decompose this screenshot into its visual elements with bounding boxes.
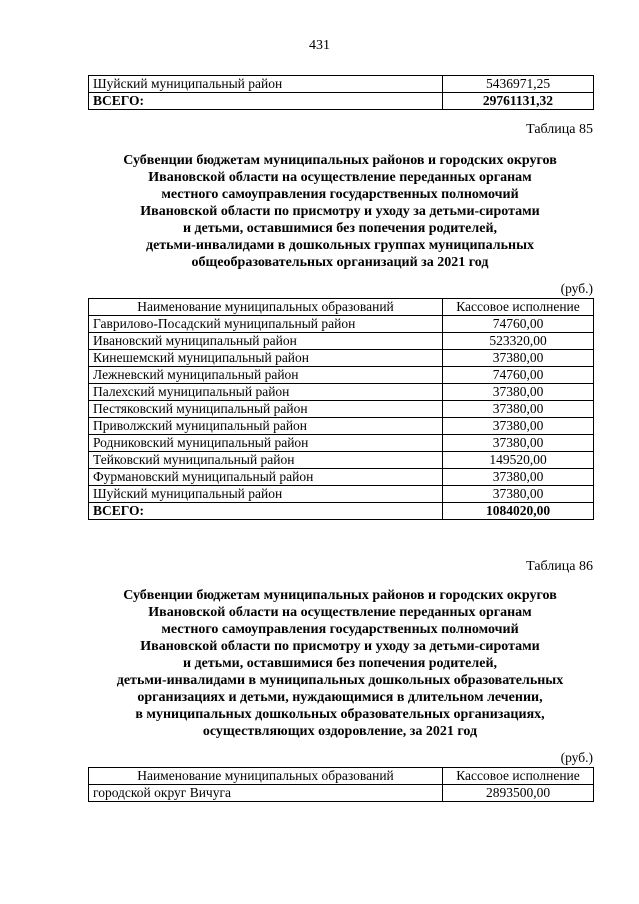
title-line: Субвенции бюджетам муниципальных районов и городских округов [123, 153, 557, 168]
table-row [89, 367, 594, 384]
continuation-table [88, 75, 594, 110]
page-number: 431 [309, 38, 330, 53]
row-name: Шуйский муниципальный район [89, 76, 443, 93]
title-line: детьми-инвалидами в дошкольных группах муниципальных [145, 238, 534, 253]
table-row [89, 469, 594, 486]
title-line: Ивановской области по присмотру и уходу за детьми-сиротами [140, 204, 540, 219]
title-line: Ивановской области по присмотру и уходу за детьми-сиротами [140, 639, 540, 654]
total-value: 1084020,00 [443, 503, 594, 520]
table-85-unit: (руб.) [560, 281, 593, 296]
title-line: Ивановской области на осуществление переданных органам [148, 170, 532, 185]
row-value: 2893500,00 [443, 785, 594, 802]
title-line: общеобразовательных организаций за 2021 год [191, 255, 489, 270]
title-line: осуществляющих оздоровление, за 2021 год [202, 724, 478, 739]
title-line: местного самоуправления государственных полномочий [161, 622, 519, 637]
row-value: 5436971,25 [443, 76, 594, 93]
title-line: детьми-инвалидами в муниципальных дошкольных образовательных [116, 673, 564, 688]
title-line: и детьми, оставшимися без попечения родителей, [182, 221, 498, 236]
row-name: Фурмановский муниципальный район [89, 469, 443, 486]
table-85-title [70, 152, 610, 271]
table-header-row [89, 768, 594, 785]
table-header-row [89, 299, 594, 316]
row-value: 37380,00 [443, 486, 594, 503]
table-86-unit: (руб.) [560, 750, 593, 765]
title-line: Субвенции бюджетам муниципальных районов и городских округов [123, 588, 557, 603]
row-name: Родниковский муниципальный район [89, 435, 443, 452]
row-value: 37380,00 [443, 418, 594, 435]
table-row [89, 76, 594, 93]
table-row [89, 316, 594, 333]
table-row [89, 435, 594, 452]
row-value: 149520,00 [443, 452, 594, 469]
table-row [89, 785, 594, 802]
row-value: 37380,00 [443, 435, 594, 452]
table-86 [88, 767, 594, 802]
row-value: 523320,00 [443, 333, 594, 350]
table-85-label: Таблица 85 [526, 122, 593, 137]
total-row [89, 503, 594, 520]
total-label: ВСЕГО: [89, 503, 443, 520]
row-value: 37380,00 [443, 384, 594, 401]
row-name: Ивановский муниципальный район [89, 333, 443, 350]
table-86-label: Таблица 86 [526, 559, 593, 574]
total-value: 29761131,32 [443, 93, 594, 110]
row-value: 37380,00 [443, 469, 594, 486]
row-name: Лежневский муниципальный район [89, 367, 443, 384]
table-85 [88, 298, 594, 520]
table-row [89, 384, 594, 401]
title-line: организациях и детьми, нуждающимися в длительном лечении, [137, 690, 543, 705]
row-name: Приволжский муниципальный район [89, 418, 443, 435]
row-name: городской округ Вичуга [89, 785, 443, 802]
row-value: 37380,00 [443, 350, 594, 367]
row-value: 74760,00 [443, 367, 594, 384]
row-name: Пестяковский муниципальный район [89, 401, 443, 418]
total-label: ВСЕГО: [89, 93, 443, 110]
col-header-name: Наименование муниципальных образований [89, 299, 443, 316]
row-name: Шуйский муниципальный район [89, 486, 443, 503]
title-line: и детьми, оставшимися без попечения родителей, [182, 656, 498, 671]
table-row [89, 486, 594, 503]
table-row [89, 333, 594, 350]
table-row [89, 418, 594, 435]
col-header-name: Наименование муниципальных образований [89, 768, 443, 785]
table-row [89, 452, 594, 469]
row-name: Палехский муниципальный район [89, 384, 443, 401]
title-line: Ивановской области на осуществление переданных органам [148, 605, 532, 620]
col-header-value: Кассовое исполнение [443, 768, 594, 785]
row-value: 37380,00 [443, 401, 594, 418]
col-header-value: Кассовое исполнение [443, 299, 594, 316]
title-line: в муниципальных дошкольных образовательных организациях, [135, 707, 545, 722]
table-row [89, 401, 594, 418]
table-row [89, 350, 594, 367]
row-name: Кинешемский муниципальный район [89, 350, 443, 367]
total-row [89, 93, 594, 110]
title-line: местного самоуправления государственных полномочий [161, 187, 519, 202]
row-name: Тейковский муниципальный район [89, 452, 443, 469]
table-86-title [70, 587, 610, 740]
row-value: 74760,00 [443, 316, 594, 333]
row-name: Гаврилово-Посадский муниципальный район [89, 316, 443, 333]
